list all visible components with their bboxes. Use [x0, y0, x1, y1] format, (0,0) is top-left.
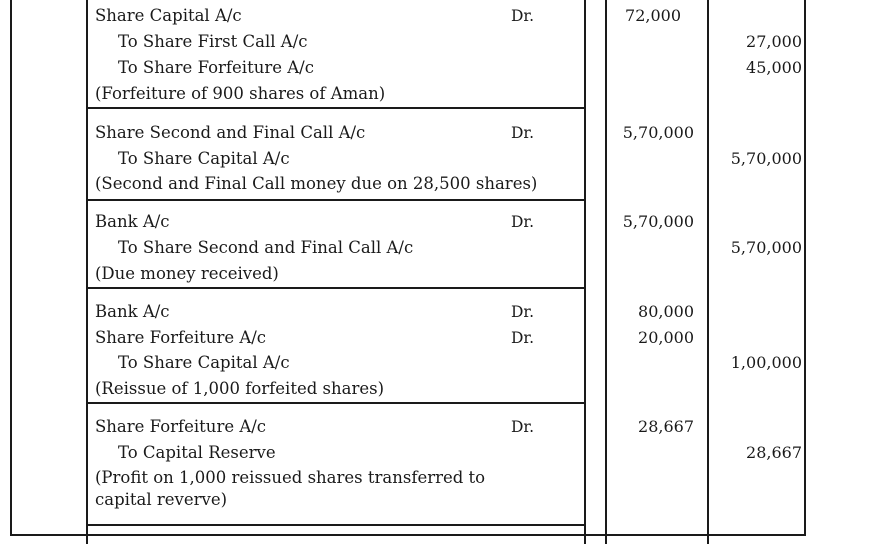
- debit-amount: 5,70,000: [622, 123, 694, 142]
- dr-marker: Dr.: [511, 418, 535, 436]
- credit-right-rule: [804, 0, 806, 536]
- table-bottom-border: [10, 534, 806, 536]
- credit-amount: 5,70,000: [730, 149, 802, 168]
- dr-marker: Dr.: [511, 329, 535, 347]
- debit-amount: 5,70,000: [622, 212, 694, 231]
- entry-separator: [86, 287, 586, 289]
- narration: (Forfeiture of 900 shares of Aman): [95, 84, 386, 103]
- left-border: [10, 0, 12, 536]
- debit-account: Bank A/c: [95, 212, 170, 231]
- dr-marker: Dr.: [511, 303, 535, 321]
- credit-account: To Share Forfeiture A/c: [118, 58, 314, 77]
- particulars-left-rule: [86, 0, 88, 544]
- debit-amount: 72,000: [625, 6, 681, 25]
- debit-account: Bank A/c: [95, 302, 170, 321]
- credit-amount: 5,70,000: [730, 238, 802, 257]
- credit-account: To Share Capital A/c: [118, 149, 290, 168]
- narration: (Profit on 1,000 reissued shares transferred to: [95, 468, 486, 487]
- particulars-right-rule: [584, 0, 586, 544]
- credit-account: To Share Second and Final Call A/c: [118, 238, 414, 257]
- entry-separator: [86, 402, 586, 404]
- entry-separator: [86, 199, 586, 201]
- entry-separator: [86, 107, 586, 109]
- dr-marker: Dr.: [511, 213, 535, 231]
- narration: capital reverve): [95, 490, 228, 509]
- credit-amount: 28,667: [746, 443, 802, 462]
- credit-account: To Share Capital A/c: [118, 353, 290, 372]
- debit-left-rule: [605, 0, 607, 544]
- debit-account: Share Forfeiture A/c: [95, 417, 267, 436]
- credit-amount: 45,000: [746, 58, 802, 77]
- credit-amount: 1,00,000: [730, 353, 802, 372]
- debit-account: Share Second and Final Call A/c: [95, 123, 366, 142]
- debit-account: Share Forfeiture A/c: [95, 328, 267, 347]
- credit-amount: 27,000: [746, 32, 802, 51]
- entry-separator: [86, 524, 586, 526]
- credit-account: To Share First Call A/c: [118, 32, 308, 51]
- dr-marker: Dr.: [511, 7, 535, 25]
- narration: (Second and Final Call money due on 28,500 shares): [95, 174, 538, 193]
- debit-amount: 20,000: [638, 328, 694, 347]
- debit-amount: 80,000: [638, 302, 694, 321]
- dr-marker: Dr.: [511, 124, 535, 142]
- credit-account: To Capital Reserve: [118, 443, 276, 462]
- narration: (Reissue of 1,000 forfeited shares): [95, 379, 385, 398]
- narration: (Due money received): [95, 264, 279, 283]
- debit-amount: 28,667: [638, 417, 694, 436]
- debit-account: Share Capital A/c: [95, 6, 242, 25]
